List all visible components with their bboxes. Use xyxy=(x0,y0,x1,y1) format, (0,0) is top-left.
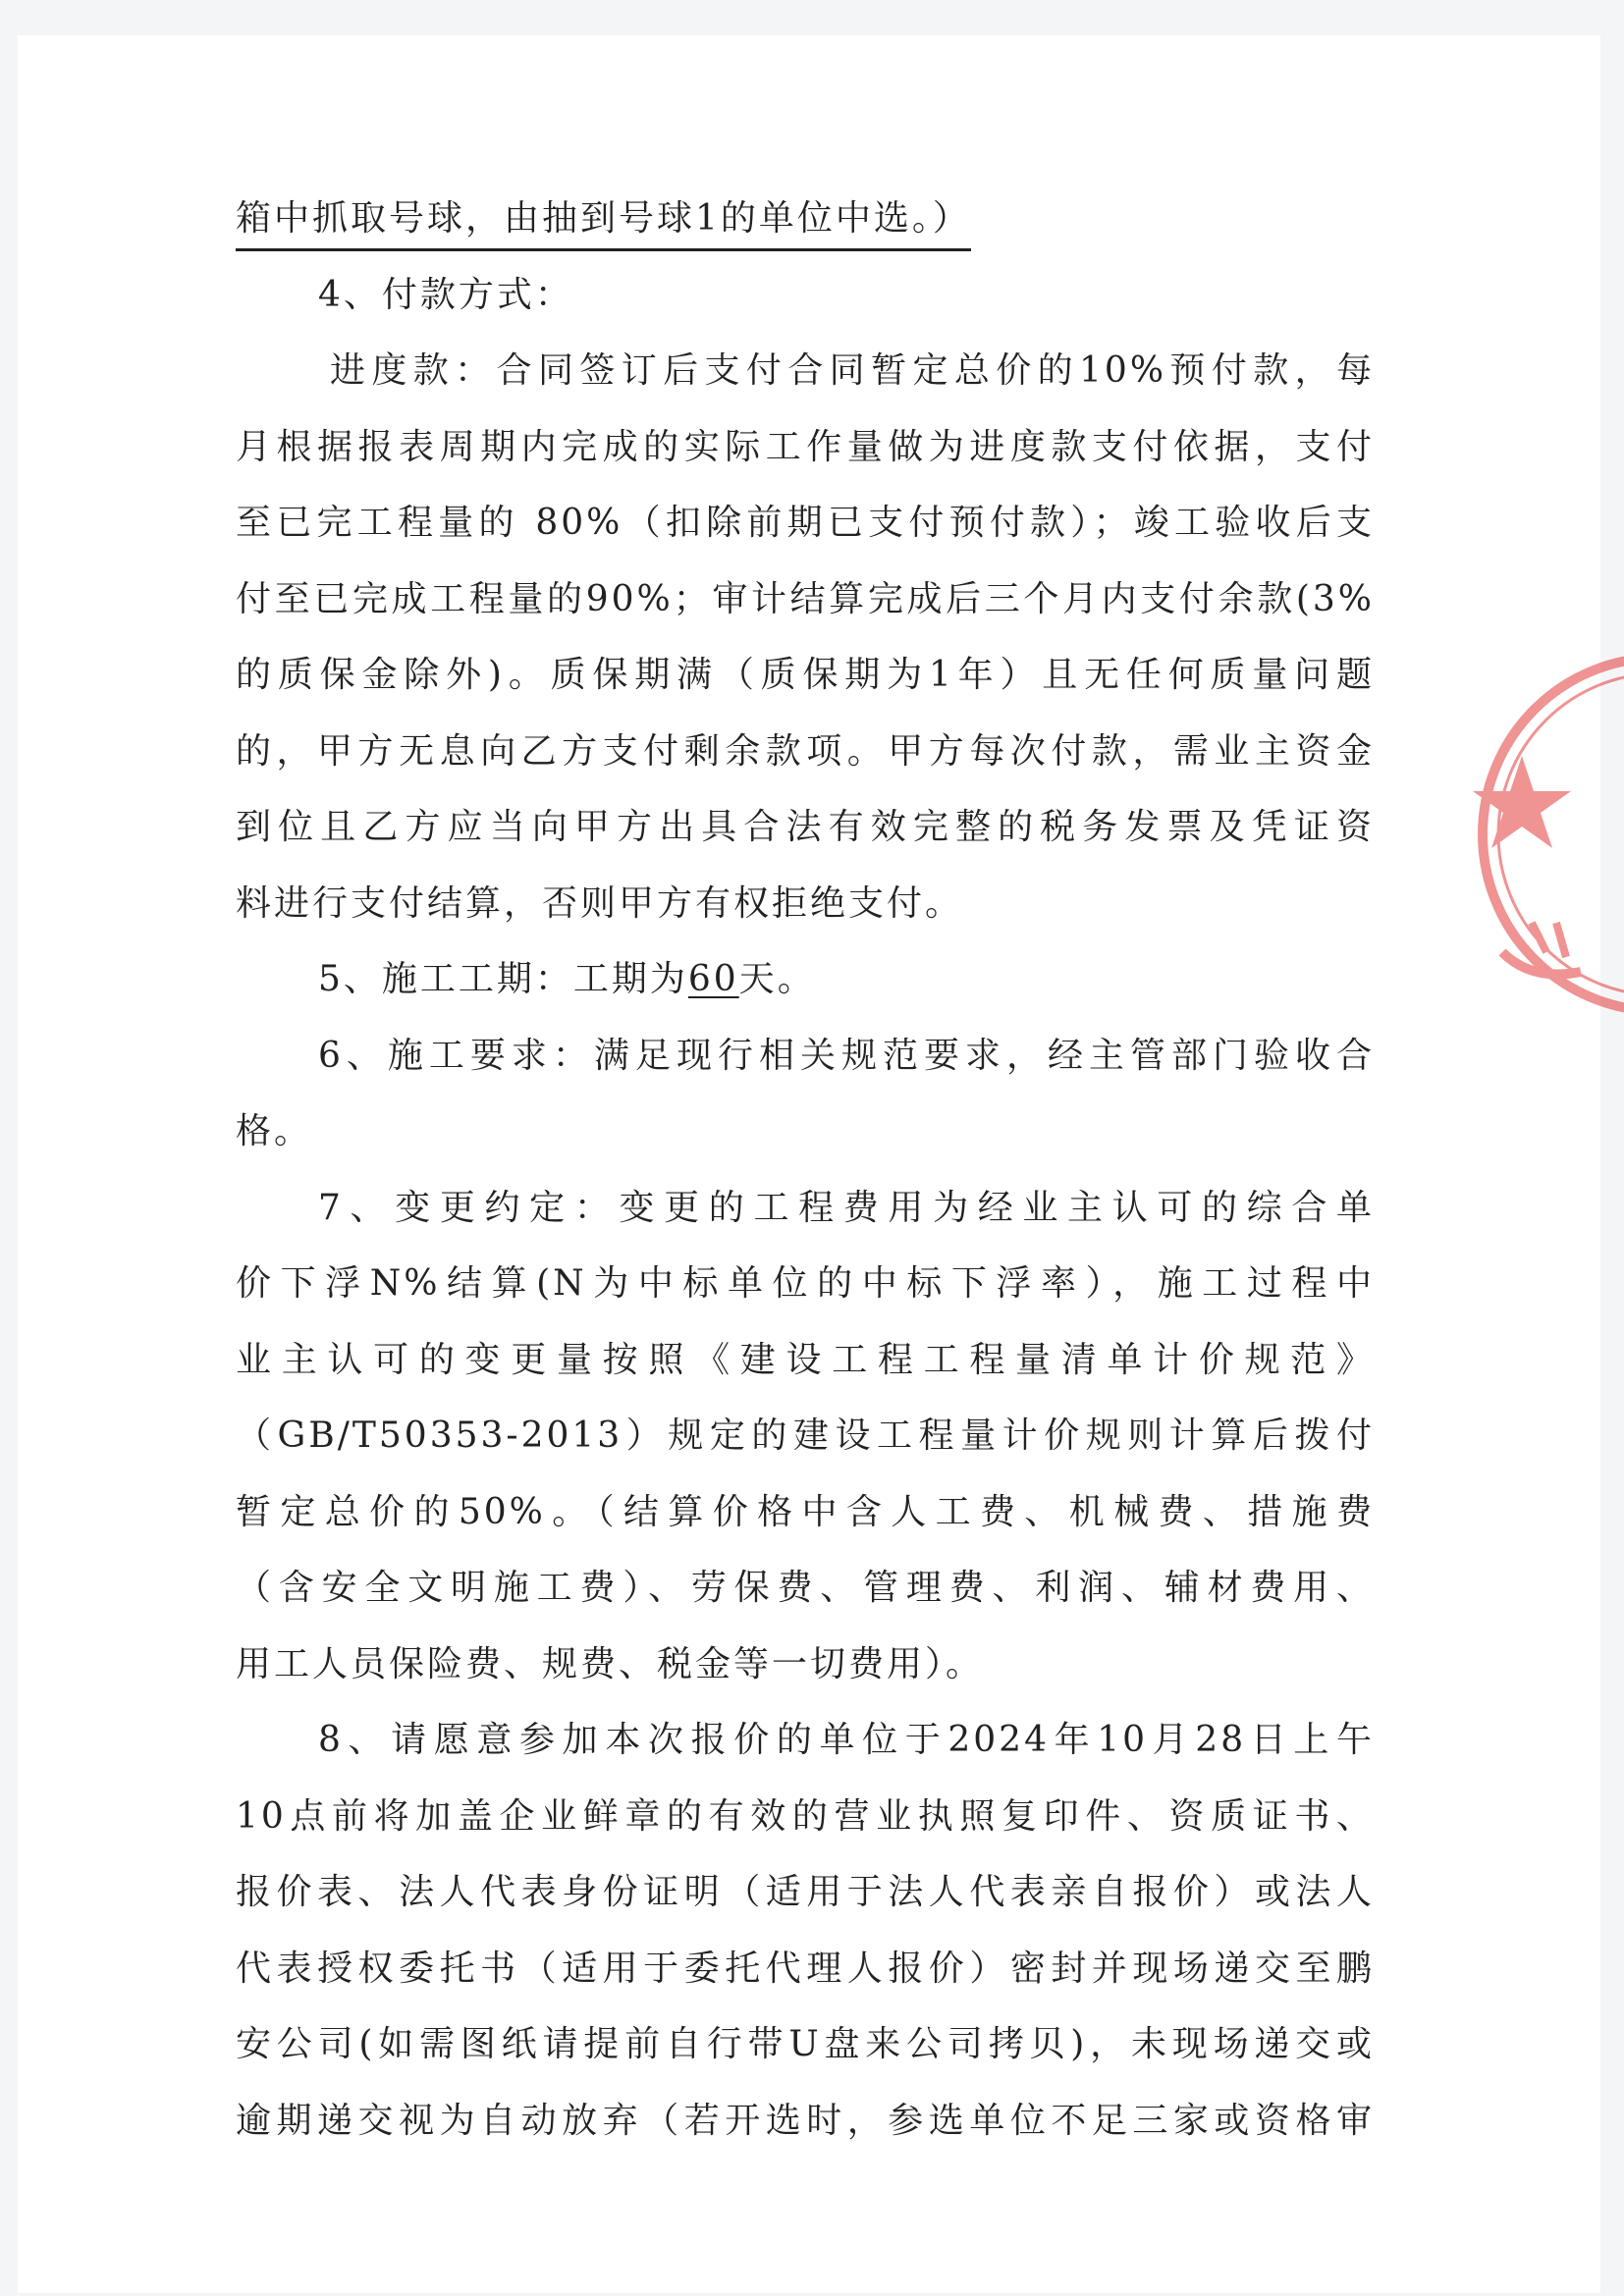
section-5-label: 5、施工工期：工期为 xyxy=(318,959,688,999)
paragraph-line: 安公司(如需图纸请提前自行带U盘来公司拷贝)，未现场递交或 xyxy=(236,2024,1375,2064)
paragraph-line: 报价表、法人代表身份证明（适用于法人代表亲自报价）或法人 xyxy=(236,1872,1375,1912)
paragraph-line: 代表授权委托书（适用于委托代理人报价）密封并现场递交至鹏 xyxy=(236,1948,1375,1989)
section-5-line xyxy=(236,941,1375,1018)
section-7-line: 7、变更约定：变更的工程费用为经业主认可的综合单 xyxy=(318,1187,1375,1228)
paragraph-line: 至已完工程量的 80%（扣除前期已支付预付款）；竣工验收后支 xyxy=(236,503,1375,543)
section-5-suffix: 天。 xyxy=(738,959,816,999)
section-4-heading: 4、付款方式： xyxy=(318,274,573,315)
paragraph-line: 月根据报表周期内完成的实际工作量做为进度款支付依据，支付 xyxy=(236,426,1375,467)
paragraph-line: 的质保金除外)。质保期满（质保期为1年）且无任何质量问题 xyxy=(236,655,1375,695)
paragraph-line: 格。 xyxy=(236,1111,313,1151)
paragraph-line: 到位且乙方应当向甲方出具合法有效完整的税务发票及凭证资 xyxy=(236,807,1375,847)
paragraph-line: 料进行支付结算，否则甲方有权拒绝支付。 xyxy=(236,882,964,924)
line-1 xyxy=(236,181,1375,257)
paragraph-line: 的，甲方无息向乙方支付剩余款项。甲方每次付款，需业主资金 xyxy=(236,730,1375,772)
underlined-text: 箱中抓取号球，由抽到号球1的单位中选。） xyxy=(236,189,971,251)
paragraph-line: 付至已完成工程量的90%；审计结算完成后三个月内支付余款(3% xyxy=(236,578,1375,619)
section-8-line: 8、请愿意参加本次报价的单位于2024年10月28日上午 xyxy=(318,1720,1375,1760)
section-6-line: 6、施工要求：满足现行相关规范要求，经主管部门验收合 xyxy=(318,1035,1375,1076)
paragraph-line: 价下浮N%结算(N为中标单位的中标下浮率），施工过程中 xyxy=(236,1263,1375,1304)
duration-value: 60 xyxy=(687,959,739,999)
paragraph-line: 10点前将加盖企业鲜章的有效的营业执照复印件、资质证书、 xyxy=(236,1795,1375,1837)
document-body xyxy=(236,181,1375,2159)
paragraph-line: 暂定总价的50%。（结算价格中含人工费、机械费、措施费 xyxy=(236,1491,1375,1532)
paragraph-line: （GB/T50353-2013）规定的建设工程量计价规则计算后拨付 xyxy=(236,1415,1375,1456)
paragraph-line: 用工人员保险费、规费、税金等一切费用）。 xyxy=(236,1643,985,1684)
paragraph-line: 进度款：合同签订后支付合同暂定总价的10%预付款，每 xyxy=(330,350,1375,391)
company-seal-stamp xyxy=(1473,628,1624,1041)
paragraph-line: 业主认可的变更量按照《建设工程工程量清单计价规范》 xyxy=(236,1339,1375,1380)
paragraph-line: （含安全文明施工费）、劳保费、管理费、利润、辅材费用、 xyxy=(236,1568,1375,1608)
paragraph-line: 逾期递交视为自动放弃（若开选时，参选单位不足三家或资格审 xyxy=(236,2100,1375,2141)
